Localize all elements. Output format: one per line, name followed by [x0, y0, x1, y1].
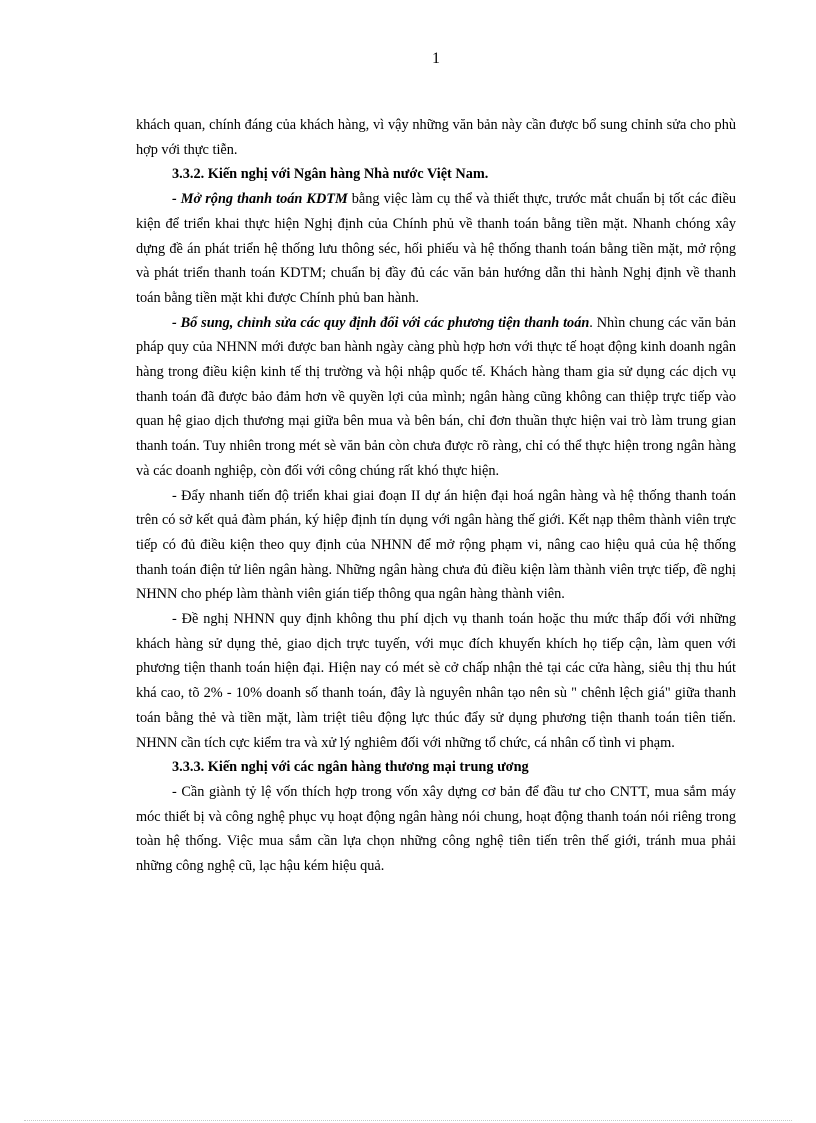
- paragraph-expand-non-cash-payment: [136, 187, 736, 311]
- page-bottom-divider: [24, 1120, 792, 1121]
- paragraph-lead: - Mở rộng thanh toán KDTM: [172, 191, 348, 208]
- paragraph-modernization-phase: - Đẩy nhanh tiến độ triển khai giai đoạn II dự án hiện đại hoá ngân hàng và hệ thống thanh toán trên có sở kết quả đàm phán, ký hiệp định tín dụng với ngân hàng thế giới. Kết nạp thêm thành viên trực tiếp có đủ điều kiện theo quy định của NHNN để mở rộng phạm vi, nâng cao hiệu quả của hệ thống thanh toán điện tử liên ngân hàng. Những ngân hàng chưa đủ điều kiện làm thành viên trực tiếp, đề nghị NHNN cho phép làm thành viên gián tiếp thông qua ngân hàng thành viên.: [136, 487, 736, 603]
- paragraph-payment-fees: - Đề nghị NHNN quy định không thu phí dịch vụ thanh toán hoặc thu mức thấp đối với những khách hàng sử dụng thẻ, giao dịch trực tuyến, với mục đích khuyến khích họ tiếp cận, làm quen với phương tiện thanh toán hiện đại. Hiện nay có mét sè cở chấp nhận thẻ tại các cửa hàng, siêu thị thu hút khá cao, tõ 2% - 10% doanh số thanh toán, đây là nguyên nhân tạo nên sù " chênh lệch giá" giữa thanh toán bằng thẻ và tiền mặt, làm triệt tiêu động lực thúc đẩy sử dụng phương tiện thanh toán tiên tiến. NHNN cần tích cực kiểm tra và xử lý nghiêm đối với những tổ chức, cá nhân cố tình vi phạm.: [136, 611, 736, 751]
- section-heading-3-3-2: 3.3.2. Kiến nghị với Ngân hàng Nhà nước Việt Nam.: [172, 166, 489, 183]
- paragraph-amend-regulations: [136, 311, 736, 484]
- continuation-paragraph: khách quan, chính đáng của khách hàng, vì vậy những văn bản này cần được bổ sung chỉnh sửa cho phù hợp với thực tiễn.: [136, 117, 736, 158]
- paragraph-lead: - Bổ sung, chỉnh sửa các quy định đối với các phương tiện thanh toán: [172, 314, 590, 331]
- section-heading-3-3-3: 3.3.3. Kiến nghị với các ngân hàng thương mại trung ương: [172, 759, 529, 776]
- paragraph-it-investment: - Cần giành tỷ lệ vốn thích hợp trong vốn xây dựng cơ bản để đầu tư cho CNTT, mua sắm máy móc thiết bị và công nghệ phục vụ hoạt động ngân hàng nói chung, hoạt động thanh toán nói riêng trong toàn hệ thống. Việc mua sắm cần lựa chọn những công nghệ tiên tiến trên thế giới, tránh mua phải những công nghệ cũ, lạc hậu kém hiệu quả.: [136, 783, 736, 875]
- document-body: [136, 113, 736, 879]
- page-number: 1: [432, 50, 440, 67]
- paragraph-text: bằng việc làm cụ thể và thiết thực, trước mắt chuẩn bị tốt các điều kiện để triển khai thực hiện Nghị định của Chính phủ về thanh toán bằng tiền mặt. Nhanh chóng xây dựng đề án phát triển hệ thống lưu thông séc, hối phiếu và hệ thống thanh toán bằng tiền mặt, mở rộng và phát triển thanh toán KDTM; chuẩn bị đầy đủ các văn bản hướng dẫn thi hành Nghị định về thanh toán bằng tiền mặt khi được Chính phủ ban hành.: [136, 191, 736, 306]
- paragraph-text: . Nhìn chung các văn bản pháp quy của NHNN mới được ban hành ngày càng phù hợp hơn với thực tế hoạt động kinh doanh ngân hàng trong điều kiện kinh tế thị trường và hội nhập quốc tế. Khách hàng tham gia sử dụng các dịch vụ thanh toán đã được bảo đảm hơn về quyền lợi của mình; ngân hàng cũng không can thiệp trực tiếp vào quan hệ giao dịch thương mại giữa bên mua và bên bán, chỉ đơn thuần thực hiện vai trò làm trung gian thanh toán. Tuy nhiên trong mét sè văn bản còn chưa được rõ ràng, chỉ có thể thực hiện trong ngân hàng và các doanh nghiệp, còn đối với công chúng rất khó thực hiện.: [136, 314, 736, 479]
